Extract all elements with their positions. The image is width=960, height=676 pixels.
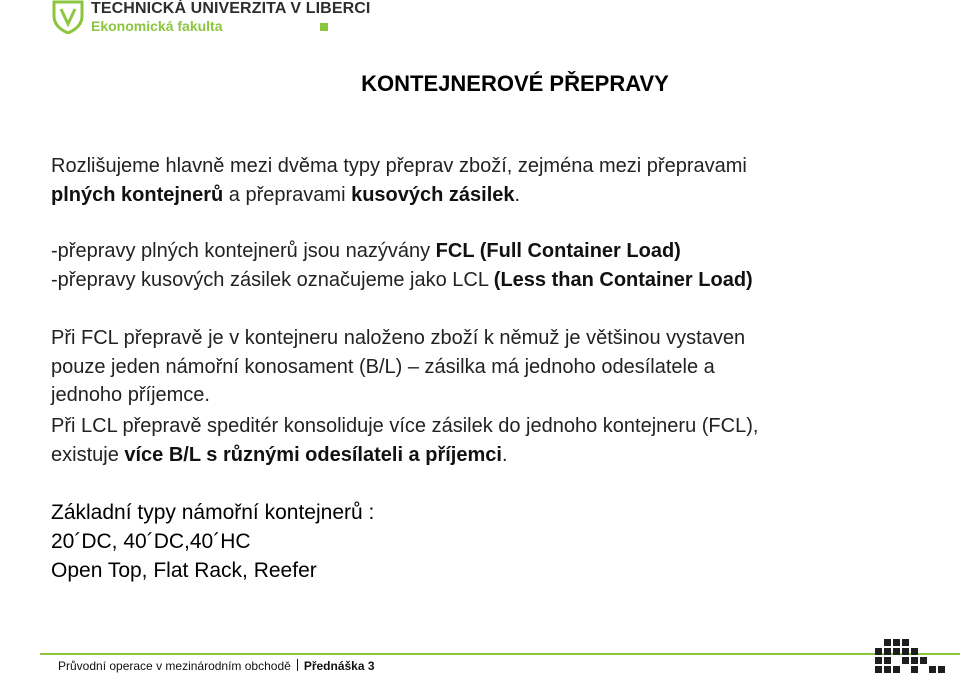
fcl-line-3: jednoho příjemce. <box>51 384 210 406</box>
lcl-line-1: Při LCL přepravě speditér konsoliduje více zásilek do jednoho kontejneru (FCL), <box>51 415 759 437</box>
tul-shield-icon <box>52 0 84 34</box>
intro-line-2: plných kontejnerů a přepravami kusových zásilek. <box>51 183 521 206</box>
paragraph-fcl <box>51 324 745 410</box>
paragraph-intro <box>51 152 747 209</box>
paragraph-container-types <box>51 498 374 585</box>
university-name: TECHNICKÁ UNIVERZITA V LIBERCI <box>91 0 371 17</box>
faculty-name: Ekonomická fakulta <box>91 18 223 34</box>
lcl-line-2: existuje více B/L s různými odesílateli a příjemci. <box>51 443 508 466</box>
container-types-special: Open Top, Flat Rack, Reefer <box>51 559 317 582</box>
logo-square-icon <box>320 23 328 31</box>
slide-title: KONTEJNEROVÉ PŘEPRAVY <box>361 71 669 96</box>
container-types-heading: Základní typy námořní kontejnerů : <box>51 501 375 524</box>
fcl-definition: -přepravy plných kontejnerů jsou nazývány FCL (Full Container Load) <box>51 240 681 262</box>
lecture-number: Přednáška 3 <box>303 659 375 673</box>
grid-logo-icon <box>870 634 960 676</box>
course-name: Průvodní operace v mezinárodním obchodě <box>58 659 291 673</box>
footer-divider <box>40 653 960 655</box>
university-logo <box>52 0 371 40</box>
container-types-sizes: 20´DC, 40´DC,40´HC <box>51 530 251 553</box>
lcl-definition: -přepravy kusových zásilek označujeme jako LCL (Less than Container Load) <box>51 268 753 291</box>
paragraph-lcl <box>51 412 758 469</box>
fcl-line-1: Při FCL přepravě je v kontejneru naloženo zboží k němuž je většinou vystaven <box>51 327 746 349</box>
footer <box>58 659 375 673</box>
footer-separator <box>297 659 298 671</box>
paragraph-definitions <box>51 237 753 294</box>
intro-line-1: Rozlišujeme hlavně mezi dvěma typy přeprav zboží, zejména mezi přepravami <box>51 155 747 177</box>
fcl-line-2: pouze jeden námořní konosament (B/L) – zásilka má jednoho odesílatele a <box>51 355 715 378</box>
